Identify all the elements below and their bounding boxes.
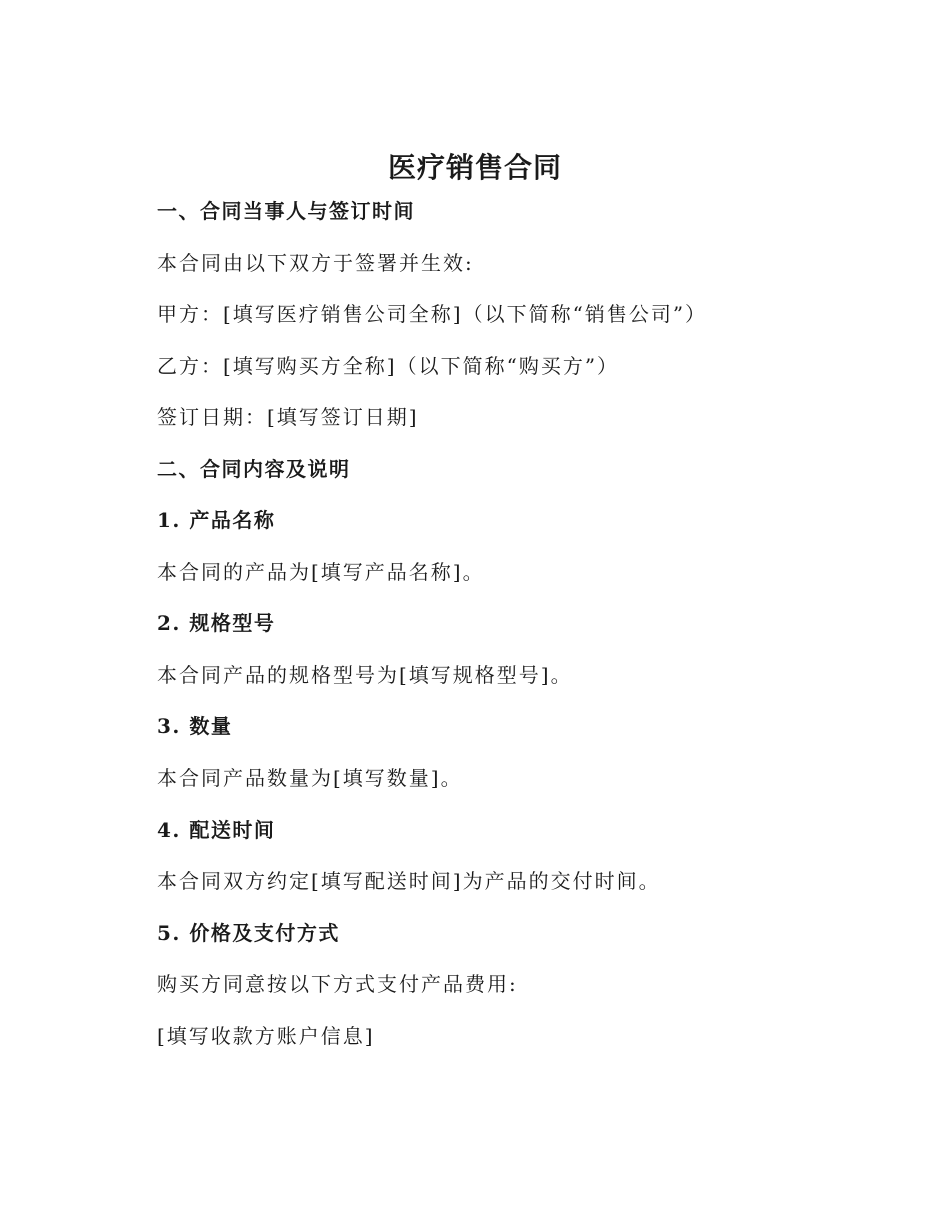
account-info-line: [填写收款方账户信息]	[157, 1024, 375, 1048]
section-2-heading: 二、合同内容及说明	[157, 457, 351, 481]
section-1-heading: 一、合同当事人与签订时间	[157, 199, 415, 223]
party-a-line: 甲方：[填写医疗销售公司全称]（以下简称“销售公司”）	[157, 302, 708, 326]
item-3-heading: 3. 数量	[157, 714, 233, 738]
item-4-text: 本合同双方约定[填写配送时间]为产品的交付时间。	[157, 869, 661, 893]
item-3-text: 本合同产品数量为[填写数量]。	[157, 766, 463, 790]
section-1-intro: 本合同由以下双方于签署并生效:	[157, 251, 474, 275]
item-1-heading: 1. 产品名称	[157, 508, 276, 532]
party-b-line: 乙方：[填写购买方全称]（以下简称“购买方”）	[157, 354, 620, 378]
item-2-heading: 2. 规格型号	[157, 611, 276, 635]
item-4-heading: 4. 配送时间	[157, 818, 276, 842]
item-5-text: 购买方同意按以下方式支付产品费用:	[157, 972, 518, 996]
item-5-heading: 5. 价格及支付方式	[157, 921, 340, 945]
sign-date-line: 签订日期：[填写签订日期]	[157, 405, 419, 429]
document-title: 医疗销售合同	[387, 151, 562, 184]
item-2-text: 本合同产品的规格型号为[填写规格型号]。	[157, 663, 573, 687]
item-1-text: 本合同的产品为[填写产品名称]。	[157, 560, 485, 584]
